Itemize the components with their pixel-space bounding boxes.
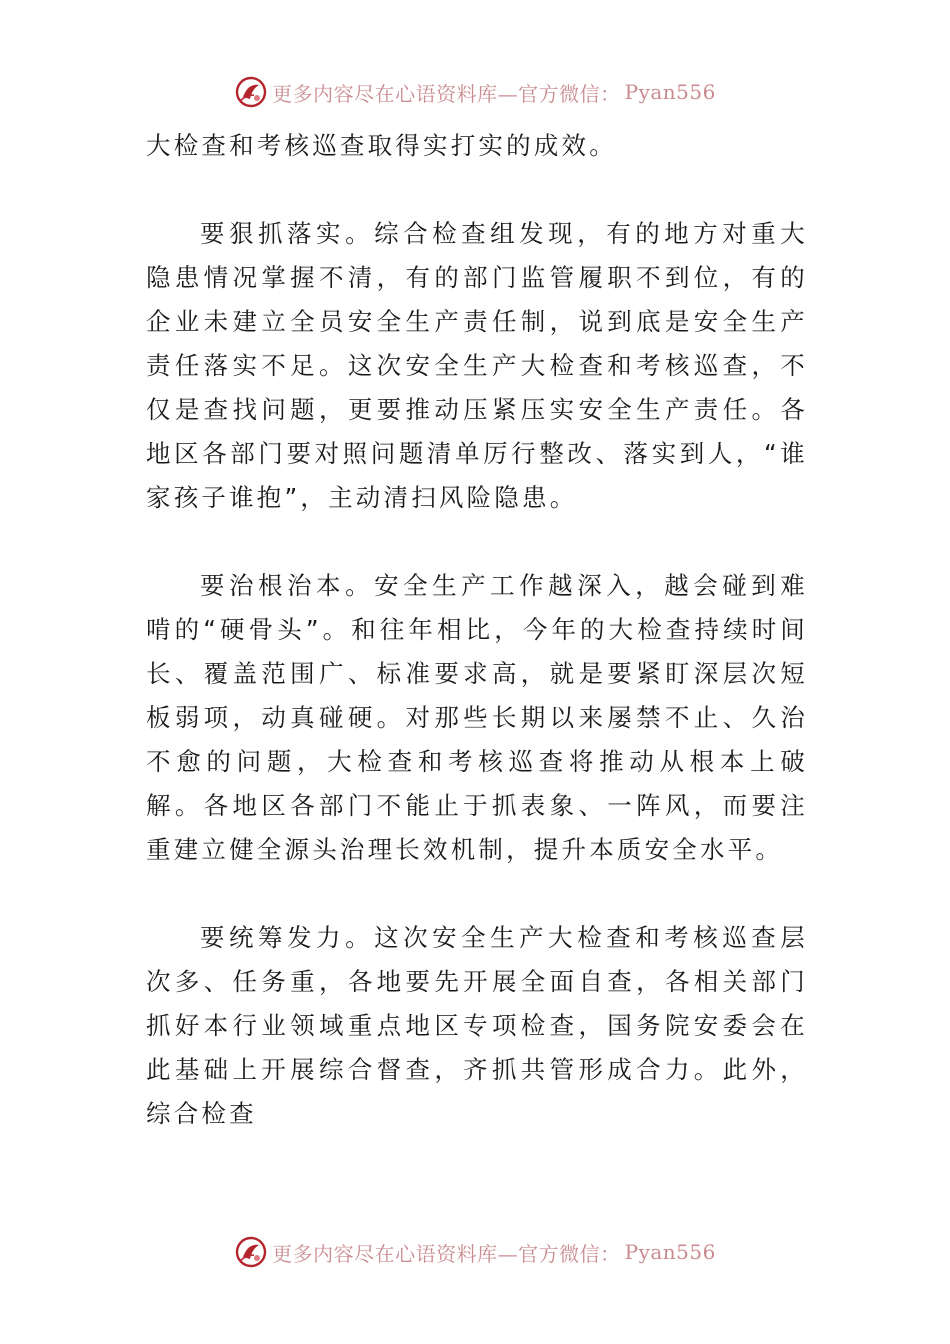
- paragraph-continuation: 大检查和考核巡查取得实打实的成效。: [146, 131, 617, 160]
- paragraph-root-cause: 要治根治本。安全生产工作越深入，越会碰到难啃的“硬骨头”。和往年相比，今年的大检查持续时间长、覆盖范围广、标准要求高，就是要紧盯深层次短板弱项，动真碰硬。对那些长期以来屡禁不止、久治不愈的问题，大检查和考核巡查将推动从根本上破解。各地区各部门不能止于抓表象、一阵风，而要注重建立健全源头治理长效机制，提升本质安全水平。: [146, 571, 808, 864]
- document-body: [146, 124, 808, 1136]
- footer-banner-inner: [234, 1235, 716, 1269]
- header-banner-inner: [234, 75, 716, 109]
- paragraph-implementation: 要狠抓落实。综合检查组发现，有的地方对重大隐患情况掌握不清，有的部门监管履职不到位，有的企业未建立全员安全生产责任制，说到底是安全生产责任落实不足。这次安全生产大检查和考核巡查，不仅是查找问题，更要推动压紧压实安全生产责任。各地区各部门要对照问题清单厉行整改、落实到人，“谁家孩子谁抱”，主动清扫风险隐患。: [146, 219, 808, 512]
- red-circle-logo-icon: [234, 75, 268, 109]
- footer-banner-text: 更多内容尽在心语资料库—官方微信：: [272, 1241, 621, 1266]
- header-wechat-id: Pyan556: [624, 80, 716, 104]
- paragraph-coordination: 要统筹发力。这次安全生产大检查和考核巡查层次多、任务重，各地要先开展全面自查，各相关部门抓好本行业领域重点地区专项检查，国务院安委会在此基础上开展综合督查，齐抓共管形成合力。此外，综合检查: [146, 923, 808, 1128]
- red-circle-logo-icon: [234, 1235, 268, 1269]
- header-banner-text: 更多内容尽在心语资料库—官方微信：: [272, 81, 621, 106]
- footer-banner: [0, 1230, 950, 1274]
- footer-wechat-id: Pyan556: [624, 1240, 716, 1264]
- header-banner: [0, 70, 950, 114]
